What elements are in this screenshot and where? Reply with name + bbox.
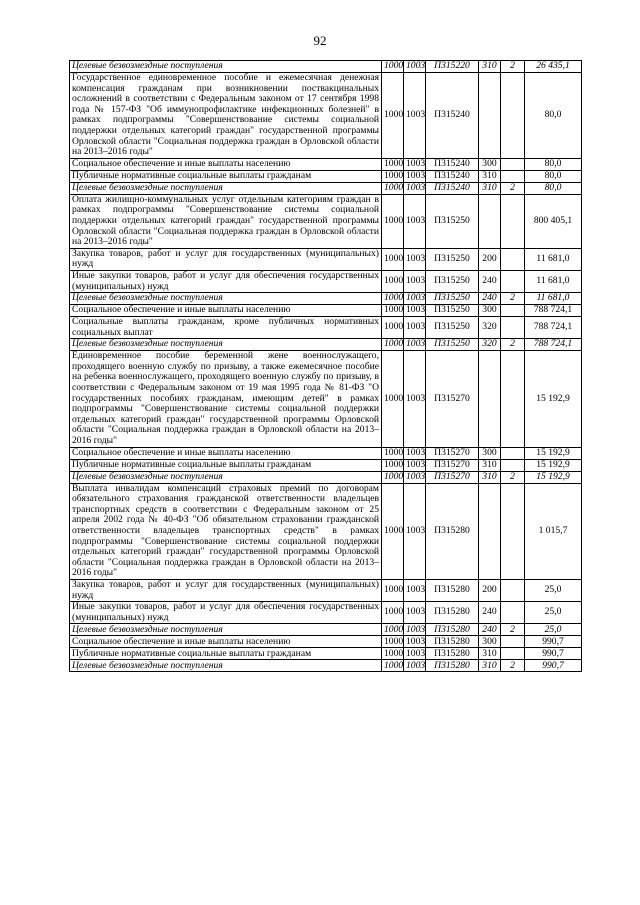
- subsection-code-cell: 1003: [404, 624, 426, 636]
- amount-cell: 11 681,0: [525, 293, 582, 305]
- target-article-cell: П315270: [426, 459, 479, 471]
- expense-type-cell: 310: [479, 471, 501, 483]
- amount-cell: 25,0: [525, 579, 582, 601]
- amount-cell: 26 435,1: [525, 61, 582, 73]
- section-code-cell: 1000: [382, 636, 404, 648]
- expense-type-cell: [479, 194, 501, 248]
- subsection-code-cell: 1003: [404, 660, 426, 672]
- section-code-cell: 1000: [382, 483, 404, 579]
- section-code-cell: 1000: [382, 270, 404, 292]
- section-code-cell: 1000: [382, 339, 404, 351]
- amount-cell: 80,0: [525, 170, 582, 182]
- amount-cell: 25,0: [525, 602, 582, 624]
- subsection-code-cell: 1003: [404, 270, 426, 292]
- section-code-cell: 1000: [382, 351, 404, 447]
- amount-cell: 15 192,9: [525, 447, 582, 459]
- target-article-cell: П315270: [426, 351, 479, 447]
- source-code-cell: [501, 248, 525, 270]
- section-code-cell: 1000: [382, 158, 404, 170]
- expense-type-cell: 310: [479, 459, 501, 471]
- expense-type-cell: 240: [479, 602, 501, 624]
- subsection-code-cell: 1003: [404, 459, 426, 471]
- source-code-cell: [501, 579, 525, 601]
- table-row: [70, 351, 582, 447]
- source-code-cell: 2: [501, 339, 525, 351]
- row-name-cell: Целевые безвозмездные поступления: [70, 471, 382, 483]
- row-name-cell: Социальное обеспечение и иные выплаты населению: [70, 447, 382, 459]
- row-name-cell: Социальное обеспечение и иные выплаты населению: [70, 305, 382, 317]
- subsection-code-cell: 1003: [404, 182, 426, 194]
- table-row: [70, 624, 582, 636]
- target-article-cell: П315250: [426, 293, 479, 305]
- section-code-cell: 1000: [382, 293, 404, 305]
- table-row: [70, 170, 582, 182]
- source-code-cell: [501, 351, 525, 447]
- row-name-cell: Целевые безвозмездные поступления: [70, 624, 382, 636]
- subsection-code-cell: 1003: [404, 339, 426, 351]
- expense-type-cell: [479, 73, 501, 159]
- subsection-code-cell: 1003: [404, 194, 426, 248]
- target-article-cell: П315270: [426, 471, 479, 483]
- row-name-cell: Иные закупки товаров, работ и услуг для обеспечения государственных (муниципальных) нужд: [70, 602, 382, 624]
- table-row: [70, 648, 582, 660]
- table-row: [70, 194, 582, 248]
- subsection-code-cell: 1003: [404, 73, 426, 159]
- expense-type-cell: 320: [479, 339, 501, 351]
- expense-type-cell: [479, 351, 501, 447]
- target-article-cell: П315280: [426, 602, 479, 624]
- source-code-cell: 2: [501, 61, 525, 73]
- row-name-cell: Публичные нормативные социальные выплаты гражданам: [70, 459, 382, 471]
- subsection-code-cell: 1003: [404, 648, 426, 660]
- table-row: [70, 158, 582, 170]
- amount-cell: 11 681,0: [525, 270, 582, 292]
- source-code-cell: [501, 459, 525, 471]
- subsection-code-cell: 1003: [404, 61, 426, 73]
- source-code-cell: 2: [501, 624, 525, 636]
- source-code-cell: [501, 636, 525, 648]
- expense-type-cell: 240: [479, 293, 501, 305]
- table-row: [70, 293, 582, 305]
- subsection-code-cell: 1003: [404, 471, 426, 483]
- target-article-cell: П315280: [426, 579, 479, 601]
- expense-type-cell: 240: [479, 624, 501, 636]
- row-name-cell: Единовременное пособие беременной жене военнослужащего, проходящего военную службу по призыву, а также ежемесячное пособие на ребенка военнослужащего, проходящего военную службу по призыву, в соответствии с Федеральным законом от 19 мая 1995 года № 81-ФЗ "О государственных пособиях гражданам, имеющим детей" в рамках подпрограммы "Совершенствование системы социальной поддержки отдельных категорий граждан" государственной программы Орловской области "Социальная поддержка граждан в Орловской области на 2013–2016 годы": [70, 351, 382, 447]
- expense-type-cell: 300: [479, 305, 501, 317]
- expense-type-cell: 200: [479, 579, 501, 601]
- target-article-cell: П315280: [426, 648, 479, 660]
- source-code-cell: [501, 483, 525, 579]
- source-code-cell: [501, 158, 525, 170]
- expense-type-cell: 200: [479, 248, 501, 270]
- expense-type-cell: [479, 483, 501, 579]
- target-article-cell: П315280: [426, 483, 479, 579]
- section-code-cell: 1000: [382, 447, 404, 459]
- expense-type-cell: 240: [479, 270, 501, 292]
- target-article-cell: П315240: [426, 170, 479, 182]
- source-code-cell: [501, 73, 525, 159]
- table-row: [70, 73, 582, 159]
- row-name-cell: Выплата инвалидам компенсаций страховых премий по договорам обязательного страхования гражданской ответственности владельцев транспортных средств в соответствии с Федеральным законом от 25 апреля 2002 года № 40-ФЗ "Об обязательном страховании гражданской ответственности владельцев транспортных средств" в рамках подпрограммы "Совершенствование системы социальной поддержки отдельных категорий граждан" государственной программы Орловской области "Социальная поддержка граждан в Орловской области на 2013–2016 годы": [70, 483, 382, 579]
- source-code-cell: [501, 602, 525, 624]
- expense-type-cell: 310: [479, 61, 501, 73]
- section-code-cell: 1000: [382, 170, 404, 182]
- row-name-cell: Целевые безвозмездные поступления: [70, 61, 382, 73]
- amount-cell: 15 192,9: [525, 459, 582, 471]
- section-code-cell: 1000: [382, 602, 404, 624]
- table-row: [70, 61, 582, 73]
- subsection-code-cell: 1003: [404, 636, 426, 648]
- target-article-cell: П315250: [426, 305, 479, 317]
- row-name-cell: Социальные выплаты гражданам, кроме публичных нормативных социальных выплат: [70, 317, 382, 339]
- subsection-code-cell: 1003: [404, 317, 426, 339]
- expense-type-cell: 300: [479, 447, 501, 459]
- section-code-cell: 1000: [382, 648, 404, 660]
- amount-cell: 11 681,0: [525, 248, 582, 270]
- table-row: [70, 602, 582, 624]
- subsection-code-cell: 1003: [404, 248, 426, 270]
- expense-type-cell: 300: [479, 158, 501, 170]
- table-row: [70, 447, 582, 459]
- target-article-cell: П315280: [426, 660, 479, 672]
- section-code-cell: 1000: [382, 73, 404, 159]
- target-article-cell: П315250: [426, 339, 479, 351]
- amount-cell: 15 192,9: [525, 471, 582, 483]
- row-name-cell: Закупка товаров, работ и услуг для государственных (муниципальных) нужд: [70, 579, 382, 601]
- table-row: [70, 636, 582, 648]
- amount-cell: 990,7: [525, 660, 582, 672]
- source-code-cell: 2: [501, 471, 525, 483]
- amount-cell: 788 724,1: [525, 305, 582, 317]
- page-number: 92: [313, 33, 327, 48]
- section-code-cell: 1000: [382, 624, 404, 636]
- subsection-code-cell: 1003: [404, 305, 426, 317]
- amount-cell: 80,0: [525, 158, 582, 170]
- target-article-cell: П315240: [426, 73, 479, 159]
- source-code-cell: [501, 447, 525, 459]
- table-row: [70, 483, 582, 579]
- table-row: [70, 660, 582, 672]
- table-row: [70, 317, 582, 339]
- section-code-cell: 1000: [382, 194, 404, 248]
- amount-cell: 990,7: [525, 636, 582, 648]
- row-name-cell: Целевые безвозмездные поступления: [70, 182, 382, 194]
- table-row: [70, 459, 582, 471]
- section-code-cell: 1000: [382, 660, 404, 672]
- amount-cell: 990,7: [525, 648, 582, 660]
- source-code-cell: [501, 305, 525, 317]
- source-code-cell: [501, 317, 525, 339]
- target-article-cell: П315220: [426, 61, 479, 73]
- expense-type-cell: 320: [479, 317, 501, 339]
- expense-type-cell: 310: [479, 170, 501, 182]
- target-article-cell: П315240: [426, 158, 479, 170]
- section-code-cell: 1000: [382, 248, 404, 270]
- subsection-code-cell: 1003: [404, 170, 426, 182]
- table-row: [70, 579, 582, 601]
- table-row: [70, 182, 582, 194]
- expense-type-cell: 310: [479, 182, 501, 194]
- amount-cell: 15 192,9: [525, 351, 582, 447]
- amount-cell: 788 724,1: [525, 339, 582, 351]
- row-name-cell: Целевые безвозмездные поступления: [70, 293, 382, 305]
- budget-table-body: [70, 61, 582, 672]
- budget-table: [69, 60, 582, 672]
- section-code-cell: 1000: [382, 471, 404, 483]
- subsection-code-cell: 1003: [404, 293, 426, 305]
- target-article-cell: П315250: [426, 248, 479, 270]
- table-row: [70, 305, 582, 317]
- row-name-cell: Целевые безвозмездные поступления: [70, 339, 382, 351]
- expense-type-cell: 300: [479, 636, 501, 648]
- amount-cell: 1 015,7: [525, 483, 582, 579]
- row-name-cell: Социальное обеспечение и иные выплаты населению: [70, 636, 382, 648]
- table-row: [70, 471, 582, 483]
- row-name-cell: Закупка товаров, работ и услуг для государственных (муниципальных) нужд: [70, 248, 382, 270]
- expense-type-cell: 310: [479, 648, 501, 660]
- section-code-cell: 1000: [382, 182, 404, 194]
- source-code-cell: [501, 648, 525, 660]
- section-code-cell: 1000: [382, 61, 404, 73]
- target-article-cell: П315270: [426, 447, 479, 459]
- target-article-cell: П315240: [426, 182, 479, 194]
- table-row: [70, 339, 582, 351]
- section-code-cell: 1000: [382, 305, 404, 317]
- source-code-cell: 2: [501, 660, 525, 672]
- source-code-cell: [501, 270, 525, 292]
- subsection-code-cell: 1003: [404, 483, 426, 579]
- source-code-cell: 2: [501, 293, 525, 305]
- section-code-cell: 1000: [382, 459, 404, 471]
- row-name-cell: Социальное обеспечение и иные выплаты населению: [70, 158, 382, 170]
- subsection-code-cell: 1003: [404, 579, 426, 601]
- subsection-code-cell: 1003: [404, 602, 426, 624]
- amount-cell: 80,0: [525, 73, 582, 159]
- row-name-cell: Иные закупки товаров, работ и услуг для обеспечения государственных (муниципальных) нужд: [70, 270, 382, 292]
- row-name-cell: Государственное единовременное пособие и ежемесячная денежная компенсация гражданам при возникновении поствакцинальных осложнений в соответствии с Федеральным законом от 17 сентября 1998 года № 157-ФЗ "Об иммунопрофилактике инфекционных болезней" в рамках подпрограммы "Совершенствование системы социальной поддержки отдельных категорий граждан" государственной программы Орловской области "Социальная поддержка граждан в Орловской области на 2013–2016 годы": [70, 73, 382, 159]
- section-code-cell: 1000: [382, 317, 404, 339]
- target-article-cell: П315250: [426, 270, 479, 292]
- subsection-code-cell: 1003: [404, 351, 426, 447]
- section-code-cell: 1000: [382, 579, 404, 601]
- row-name-cell: Целевые безвозмездные поступления: [70, 660, 382, 672]
- subsection-code-cell: 1003: [404, 447, 426, 459]
- amount-cell: 80,0: [525, 182, 582, 194]
- table-row: [70, 248, 582, 270]
- row-name-cell: Публичные нормативные социальные выплаты гражданам: [70, 648, 382, 660]
- row-name-cell: Публичные нормативные социальные выплаты гражданам: [70, 170, 382, 182]
- amount-cell: 25,0: [525, 624, 582, 636]
- row-name-cell: Оплата жилищно-коммунальных услуг отдельным категориям граждан в рамках подпрограммы "Совершенствование системы социальной поддержки отдельных категорий граждан" государственной программы Орловской области "Социальная поддержка граждан в Орловской области на 2013–2016 годы": [70, 194, 382, 248]
- target-article-cell: П315250: [426, 194, 479, 248]
- target-article-cell: П315280: [426, 624, 479, 636]
- target-article-cell: П315250: [426, 317, 479, 339]
- source-code-cell: 2: [501, 182, 525, 194]
- amount-cell: 800 405,1: [525, 194, 582, 248]
- subsection-code-cell: 1003: [404, 158, 426, 170]
- table-row: [70, 270, 582, 292]
- target-article-cell: П315280: [426, 636, 479, 648]
- expense-type-cell: 310: [479, 660, 501, 672]
- source-code-cell: [501, 170, 525, 182]
- amount-cell: 788 724,1: [525, 317, 582, 339]
- source-code-cell: [501, 194, 525, 248]
